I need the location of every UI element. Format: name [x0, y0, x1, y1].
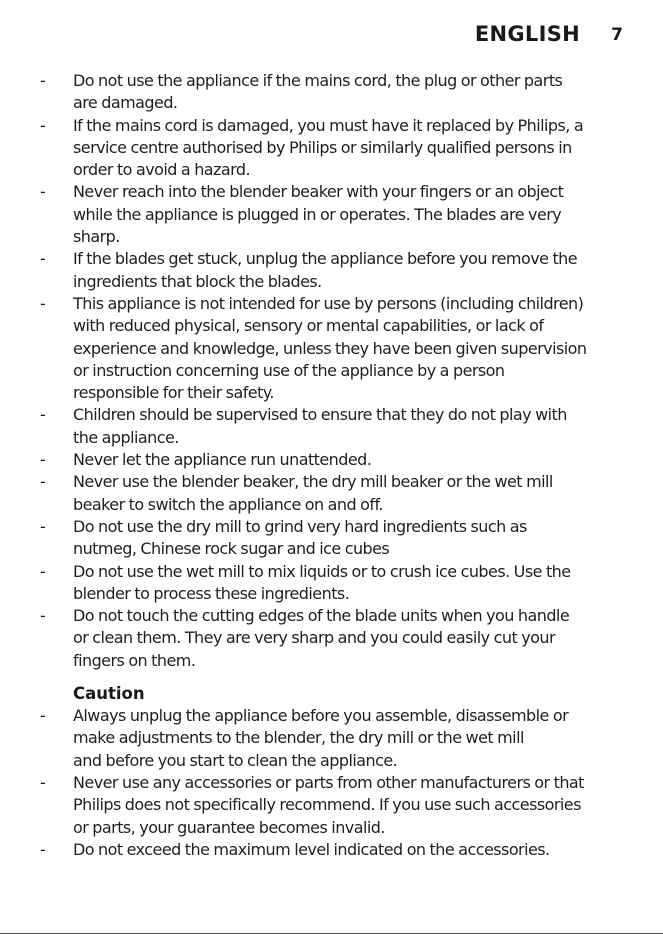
- list-item-line: Philips does not specifically recommend. If you use such accessories: [73, 795, 581, 815]
- bullet-dash: -: [40, 516, 46, 536]
- list-item-line: beaker to switch the appliance on and off.: [73, 494, 383, 514]
- list-item-line: Do not touch the cutting edges of the blade units when you handle: [73, 606, 570, 626]
- list-item: [0, 839, 663, 861]
- list-item-line: or clean them. They are very sharp and you could easily cut your: [73, 628, 555, 648]
- list-item-line: responsible for their safety.: [73, 383, 274, 403]
- manual-content: [0, 70, 663, 861]
- bullet-dash: -: [40, 772, 46, 792]
- list-item-line: Do not use the wet mill to mix liquids or to crush ice cubes. Use the: [73, 561, 571, 581]
- bullet-dash: -: [40, 293, 46, 313]
- list-item-line: ingredients that block the blades.: [73, 271, 322, 291]
- list-item-line: service centre authorised by Philips or similarly qualified persons in: [73, 137, 572, 157]
- list-item-line: with reduced physical, sensory or mental capabilities, or lack of: [73, 316, 544, 336]
- list-item-line: make adjustments to the blender, the dry mill or the wet mill: [73, 728, 524, 748]
- list-item-line: nutmeg, Chinese rock sugar and ice cubes: [73, 539, 390, 559]
- list-item-line: Never use the blender beaker, the dry mill beaker or the wet mill: [73, 472, 553, 492]
- bullet-dash: -: [40, 561, 46, 581]
- list-item-line: Do not use the dry mill to grind very hard ingredients such as: [73, 516, 527, 536]
- bullet-dash: -: [40, 249, 46, 269]
- list-item-line: the appliance.: [73, 427, 179, 447]
- page-header: [0, 22, 663, 52]
- list-item-line: Children should be supervised to ensure that they do not play with: [73, 405, 567, 425]
- list-item-line: or instruction concerning use of the appliance by a person: [73, 360, 505, 380]
- bullet-dash: -: [40, 839, 46, 859]
- bullet-dash: -: [40, 182, 46, 202]
- list-item: [0, 70, 663, 115]
- list-item: [0, 561, 663, 606]
- list-item: [0, 605, 663, 672]
- list-item-line: This appliance is not intended for use by persons (including children): [73, 293, 584, 313]
- page-number: 7: [611, 25, 623, 45]
- list-item-line: Never use any accessories or parts from other manufacturers or that: [73, 772, 584, 792]
- warnings-list: [0, 70, 663, 672]
- list-item: [0, 181, 663, 248]
- list-item-line: If the mains cord is damaged, you must have it replaced by Philips, a: [73, 115, 584, 135]
- bullet-dash: -: [40, 405, 46, 425]
- list-item: [0, 705, 663, 772]
- list-item-line: Do not exceed the maximum level indicated on the accessories.: [73, 839, 550, 859]
- bullet-dash: -: [40, 115, 46, 135]
- list-item: [0, 471, 663, 516]
- list-item: [0, 248, 663, 293]
- list-item-line: experience and knowledge, unless they have been given supervision: [73, 338, 587, 358]
- list-item: [0, 772, 663, 839]
- list-item-line: Always unplug the appliance before you assemble, disassemble or: [73, 706, 569, 726]
- list-item: [0, 115, 663, 182]
- bullet-dash: -: [40, 71, 46, 90]
- caution-list: [0, 705, 663, 861]
- list-item-line: or parts, your guarantee becomes invalid.: [73, 817, 385, 837]
- bullet-dash: -: [40, 606, 46, 626]
- list-item: [0, 404, 663, 449]
- list-item-line: sharp.: [73, 227, 120, 247]
- list-item-line: blender to process these ingredients.: [73, 583, 350, 603]
- section-language-title: ENGLISH: [474, 22, 580, 46]
- list-item-line: If the blades get stuck, unplug the appliance before you remove the: [73, 249, 578, 269]
- bullet-dash: -: [40, 450, 46, 470]
- list-item-line: while the appliance is plugged in or operates. The blades are very: [73, 204, 562, 224]
- bullet-dash: -: [40, 706, 46, 726]
- list-item: [0, 516, 663, 561]
- bullet-dash: -: [40, 472, 46, 492]
- list-item-line: Never let the appliance run unattended.: [73, 450, 372, 470]
- list-item-line: fingers on them.: [73, 650, 196, 670]
- list-item-line: and before you start to clean the appliance.: [73, 750, 398, 770]
- caution-heading: Caution: [73, 684, 145, 704]
- list-item-line: Do not use the appliance if the mains cord, the plug or other parts: [73, 71, 563, 90]
- list-item: [0, 293, 663, 404]
- list-item: [0, 449, 663, 471]
- list-item-line: order to avoid a hazard.: [73, 160, 251, 180]
- list-item-line: Never reach into the blender beaker with your fingers or an object: [73, 182, 564, 202]
- list-item-line: are damaged.: [73, 93, 178, 113]
